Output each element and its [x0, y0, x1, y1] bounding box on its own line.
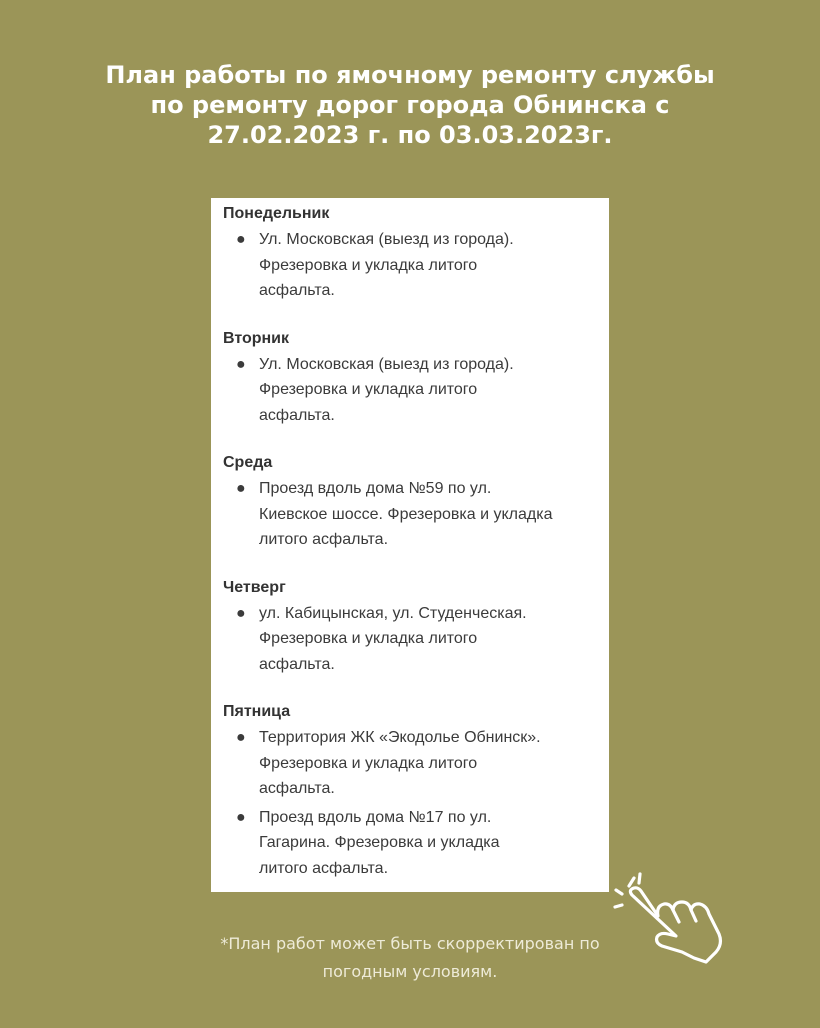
footnote [150, 930, 670, 986]
task-line: Территория ЖК «Экодолье Обнинск». [259, 729, 541, 746]
bullet-icon: ● [236, 480, 246, 497]
title-line-3: 27.02.2023 г. по 03.03.2023г. [207, 121, 613, 149]
day-monday [223, 204, 609, 304]
task-line: Гагарина. Фрезеровка и укладка [259, 834, 500, 851]
day-name: Среда [223, 454, 273, 471]
bullet-icon: ● [236, 729, 246, 746]
day-tuesday [223, 329, 609, 429]
task-line: ул. Кабицынская, ул. Студенческая. [259, 604, 527, 622]
day-thursday [223, 578, 609, 678]
task-line: асфальта. [259, 780, 335, 797]
task-item [223, 476, 609, 553]
bullet-icon: ● [236, 808, 246, 826]
page-title [60, 60, 760, 150]
bullet-icon: ● [236, 355, 246, 373]
footnote-line-2: погодным условиям. [322, 962, 498, 981]
task-line: асфальта. [259, 406, 335, 424]
day-name: Вторник [223, 329, 290, 347]
task-line: Киевское шоссе. Фрезеровка и укладка [259, 505, 553, 523]
day-friday [223, 702, 609, 881]
footnote-line-1: *План работ может быть скорректирован по [220, 934, 600, 953]
title-line-2: по ремонту дорог города Обнинска с [150, 91, 670, 119]
task-line: асфальта. [259, 655, 335, 673]
task-line: литого асфальта. [259, 531, 389, 548]
task-item [223, 805, 609, 882]
task-line: Ул. Московская (выезд из города). [259, 355, 514, 373]
bullet-icon: ● [236, 231, 246, 248]
task-line: литого асфальта. [259, 859, 389, 877]
day-name: Пятница [223, 703, 291, 720]
day-name: Четверг [223, 578, 286, 596]
task-line: Проезд вдоль дома №59 по ул. [259, 480, 492, 497]
task-line: Фрезеровка и укладка литого [259, 630, 478, 647]
task-line: асфальта. [259, 282, 335, 299]
bullet-icon: ● [236, 604, 246, 622]
day-wednesday [223, 453, 609, 553]
task-item [223, 725, 609, 802]
task-line: Фрезеровка и укладка литого [259, 381, 478, 398]
task-line: Фрезеровка и укладка литого [259, 256, 478, 274]
task-item [223, 352, 609, 429]
task-line: Фрезеровка и укладка литого [259, 754, 478, 772]
task-item [223, 227, 609, 304]
schedule-card [211, 198, 609, 892]
title-line-1: План работы по ямочному ремонту службы [105, 61, 715, 89]
task-line: Ул. Московская (выезд из города). [259, 231, 514, 248]
task-line: Проезд вдоль дома №17 по ул. [259, 808, 492, 826]
day-name: Понедельник [223, 205, 330, 222]
task-item [223, 601, 609, 678]
